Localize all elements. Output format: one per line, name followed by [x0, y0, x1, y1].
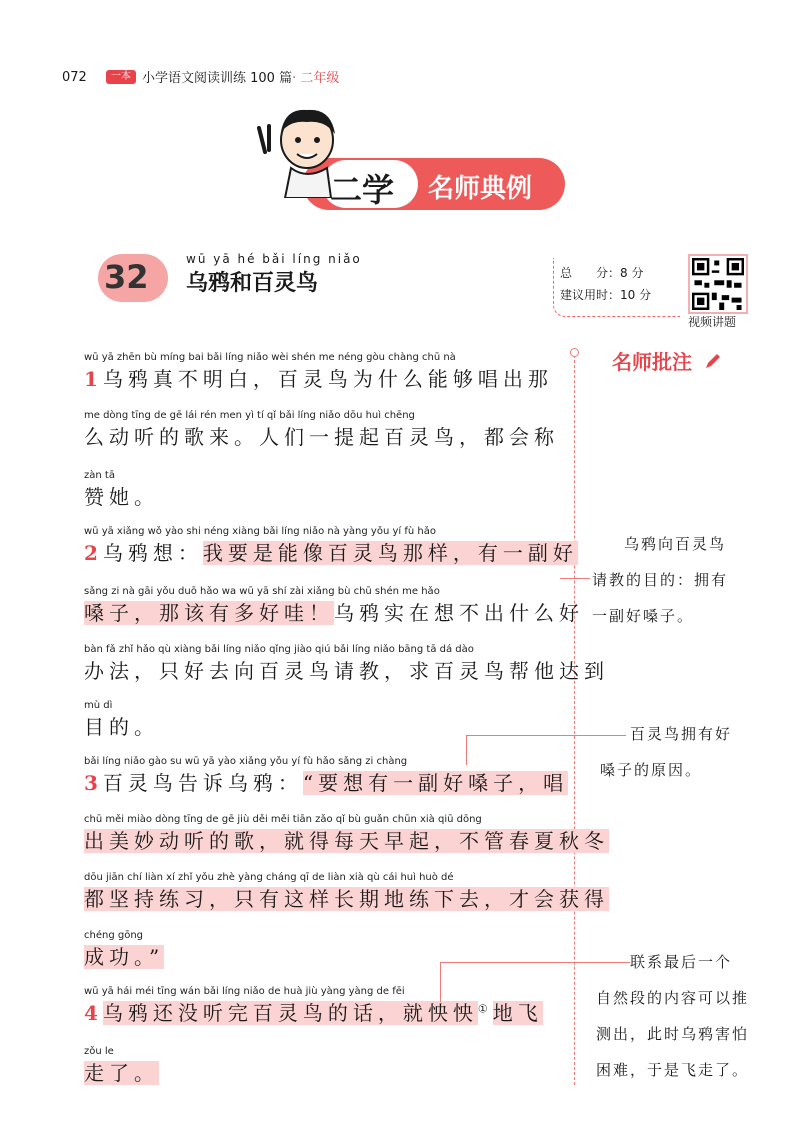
note-line: 自然段的内容可以推: [596, 989, 750, 1007]
brand-logo: 一本: [106, 70, 136, 84]
note-line: 百灵鸟拥有好: [630, 725, 733, 743]
pinyin-line: wū yā xiǎng wǒ yào shi néng xiàng bǎi líng niǎo nà yàng yǒu yí fù hǎo: [84, 526, 436, 537]
lesson-title: 乌鸦和百灵鸟: [186, 271, 319, 296]
divider-dot: [570, 348, 579, 357]
text-span: 乌鸦真不明白，百灵鸟为什么能够唱出那: [102, 367, 553, 391]
highlighted-text: 地飞: [492, 1001, 543, 1025]
paragraph-3-line-2: [84, 814, 609, 854]
pinyin-line: chū měi miào dòng tīng de gē jiù děi měi tiān zǎo qǐ bù guǎn chūn xià qiū dōng: [84, 814, 482, 825]
margin-divider: [574, 350, 575, 1085]
paragraph-number: 3: [84, 771, 103, 795]
highlighted-text: 嗓子，那该有多好哇！: [84, 601, 334, 625]
note-line: 嗓子的原因。: [600, 761, 703, 779]
highlighted-text: 乌鸦还没听完百灵鸟的话，就怏怏: [102, 1001, 478, 1025]
paragraph-3-line-3: [84, 872, 609, 912]
highlighted-text: “要想有一副好嗓子，唱: [302, 771, 569, 795]
paragraph-number: 2: [84, 541, 103, 565]
text-line: [84, 1057, 159, 1086]
note-line: 乌鸦向百灵鸟: [624, 535, 727, 553]
paragraph-1-line-2: [84, 410, 559, 450]
paragraph-2: [84, 526, 578, 566]
pinyin-line: mù dì: [84, 700, 113, 711]
note-line: 困难，于是飞走了。: [596, 1061, 750, 1079]
text-span: 乌鸦实在想不出什么好: [334, 601, 584, 625]
text-line: [84, 597, 584, 626]
text-line: 么动听的歌来。人们一提起百灵鸟，都会称: [84, 425, 559, 449]
pinyin-line: wū yā hái méi tīng wán bǎi líng niǎo de huà jiù yàng yàng de fēi: [84, 986, 405, 997]
text-span: 百灵鸟告诉乌鸦：: [102, 771, 303, 795]
grade-label: · 二年级: [292, 71, 340, 86]
pinyin-line: me dòng tīng de gē lái rén men yì tí qǐ bǎi líng niǎo dōu huì chēng: [84, 410, 415, 421]
pinyin-line: zǒu le: [84, 1046, 114, 1057]
qr-code-icon[interactable]: [688, 254, 748, 314]
text-line: 办法，只好去向百灵鸟请教，求百灵鸟帮他达到: [84, 659, 609, 683]
pinyin-line: chéng gōng: [84, 930, 144, 941]
footnote-marker: ①: [477, 1002, 493, 1016]
note-connector: [560, 578, 590, 579]
note-connector-vertical: [466, 735, 467, 765]
text-line: 赞她。: [84, 485, 159, 509]
pinyin-line: bàn fǎ zhǐ hǎo qù xiàng bǎi líng niǎo qǐng jiào qiú bǎi líng niǎo bāng tā dá dào: [84, 644, 474, 655]
paragraph-number: 4: [84, 1001, 103, 1025]
note-line: 请教的目的：拥有: [592, 571, 729, 589]
paragraph-1: [84, 352, 553, 392]
paragraph-2-line-4: [84, 700, 159, 740]
note-1: [592, 526, 762, 634]
score-box: [560, 262, 678, 310]
paragraph-number: 1: [84, 367, 103, 391]
banner-left-text: 二学: [330, 171, 395, 209]
highlighted-text: 走了。: [84, 1061, 159, 1085]
book-title: [142, 67, 339, 86]
text-line: 目的。: [84, 715, 159, 739]
text-line: [84, 941, 164, 970]
paragraph-2-line-2: [84, 586, 584, 626]
text-line: [84, 363, 553, 392]
highlighted-text: 都坚持练习，只有这样长期地练下去，才会获得: [84, 887, 609, 911]
text-line: [84, 825, 609, 854]
banner-right-text: 名师典例: [428, 174, 533, 204]
lesson-title-pinyin: wū yā hé bǎi líng niǎo: [186, 252, 362, 266]
paragraph-3: [84, 756, 568, 796]
lesson-number: 32: [104, 258, 149, 296]
pinyin-line: dōu jiān chí liàn xí zhǐ yǒu zhè yàng cháng qī de liàn xià qù cái huì huò dé: [84, 872, 454, 883]
pinyin-line: bǎi líng niǎo gào su wū yā yào xiǎng yǒu yí fù hǎo sǎng zi chàng: [84, 756, 408, 767]
text-line: [84, 537, 578, 566]
pen-icon: [704, 352, 722, 370]
score-total: 总 分：8 分: [560, 266, 644, 280]
paragraph-3-line-4: [84, 930, 164, 970]
score-time: 建议用时：10 分: [560, 288, 652, 302]
paragraph-2-line-3: [84, 644, 609, 684]
pinyin-line: wū yā zhēn bù míng bai bǎi líng niǎo wèi shén me néng gòu chàng chū nà: [84, 352, 456, 363]
note-line: 一副好嗓子。: [592, 607, 695, 625]
note-line: 联系最后一个: [630, 953, 733, 971]
annotations-title: 名师批注: [612, 350, 692, 374]
text-line: [84, 767, 568, 796]
highlighted-text: 出美妙动听的歌，就得每天早起，不管春夏秋冬: [84, 829, 609, 853]
note-3: [596, 944, 796, 1088]
book-title-text: 小学语文阅读训练 100 篇: [142, 71, 293, 86]
highlighted-text: 成功。”: [84, 945, 165, 969]
text-line: [84, 997, 543, 1026]
page-number: 072: [62, 70, 87, 85]
text-line: [84, 883, 609, 912]
highlighted-text: 我要是能像百灵鸟那样，有一副好: [202, 541, 578, 565]
text-span: 乌鸦想：: [102, 541, 203, 565]
qr-label: 视频讲题: [688, 315, 737, 329]
paragraph-1-line-3: [84, 470, 159, 510]
note-connector-vertical: [440, 962, 441, 1002]
paragraph-4-line-2: [84, 1046, 159, 1086]
pinyin-line: zàn tā: [84, 470, 115, 481]
pinyin-line: sǎng zi nà gāi yǒu duō hǎo wa wū yā shí zài xiǎng bù chū shén me hǎo: [84, 586, 440, 597]
note-2: [600, 716, 770, 788]
paragraph-4: [84, 986, 543, 1026]
note-line: 测出，此时乌鸦害怕: [596, 1025, 750, 1043]
